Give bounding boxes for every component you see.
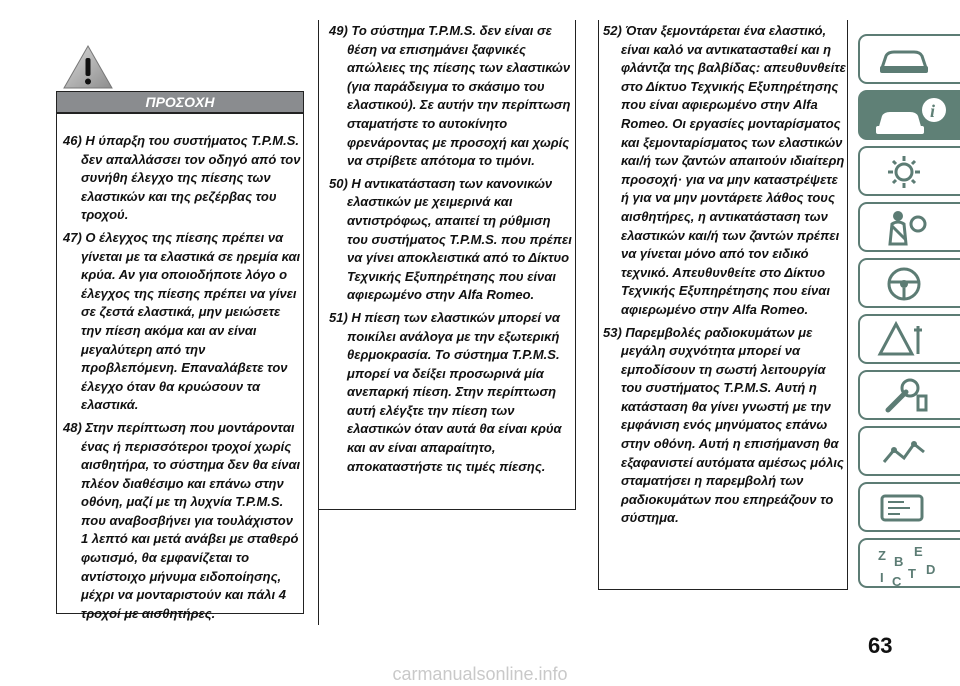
column-divider — [318, 510, 319, 625]
tab-alphabetical-index[interactable] — [858, 538, 960, 588]
warning-column-2 — [318, 20, 576, 510]
svg-text:i: i — [930, 101, 936, 121]
tab-car-info[interactable] — [858, 90, 960, 140]
tab-emergency[interactable] — [858, 314, 960, 364]
warning-item-52: 52) Όταν ξεμοντάρεται ένα ελαστικό, είναι καλό να αντικατασταθεί και η φλάντζα της βαλβίδας: απευθυνθείτε στο Δίκτυο Τεχνικής Εξυπηρέτησης που είναι αφιερωμένο στην Alfa Romeo. Οι εργασίες μονταρίσματος και ξεμονταρίσματος των ελαστικών και/ή των ζαντών απαιτούν ιδιαίτερη προσοχή· για να μην καταστρέψετε ή για να μην μοντάρετε λάθος τους αισθητήρες, η αντικατάσταση των ελαστικών και/ή των ζαντών πρέπει να γίνεται μόνο από τον ειδικό τεχνικό. Απευθυνθείτε στο Δίκτυο Τεχνικής Εξυπηρέτησης που είναι αφιερωμένο στην Alfa Romeo. — [603, 23, 846, 317]
svg-text:T: T — [908, 566, 916, 581]
warning-item-50: 50) Η αντικατάσταση των κανονικών ελαστικών με χειμερινά και αντιστρόφως, απαιτεί τη ρύθμιση του συστήματος T.P.M.S. που πρέπει να γίνει αποκλειστικά από το Δίκτυο Τεχνικής Εξυπηρέτησης που είναι αφιερωμένο στην Alfa Romeo. — [329, 175, 572, 303]
tab-seatbelt-airbag[interactable] — [858, 202, 960, 252]
tab-steering-wheel[interactable] — [858, 258, 960, 308]
car-icon — [874, 40, 934, 80]
chapter-tabs — [858, 0, 960, 640]
page-number: 63 — [868, 633, 893, 658]
wrench-service-icon — [874, 376, 934, 416]
warning-banner: ΠΡΟΣΟΧΗ — [56, 91, 304, 113]
warning-column-3 — [598, 20, 848, 590]
warning-item-48: 48) Στην περίπτωση που μοντάρονται ένας ή περισσότεροι τροχοί χωρίς αισθητήρα, το σύστημα δεν θα είναι πλέον διαθέσιμο και επάνω στην οθόνη, μαζί με τη λυχνία T.P.M.S. που αναβοσβήνει για τουλάχιστον 1 λεπτό και μετά ανάβει με σταθερό φωτισμό, θα εμφανίζεται το αντίστοιχο μήνυμα ειδοποίησης, μέχρι να μονταριστούν και πάλι 4 τροχοί με αισθητήρες. — [63, 419, 301, 621]
warning-item-49: 49) Το σύστημα T.P.M.S. δεν είναι σε θέση να επισημάνει ξαφνικές απώλειες της πίεσης των ελαστικών (για παράδειγμα το σκάσιμο του ελαστικού). Σε αυτήν την περίπτωση σταματήστε το αυτοκίνητο φρενάροντας με προσοχή και χωρίς να στρίβετε απότομα το τιμόνι. — [329, 23, 571, 169]
tab-warning-lights[interactable] — [858, 146, 960, 196]
car-info-icon — [874, 96, 948, 138]
tab-car[interactable] — [858, 34, 960, 84]
warning-item-51: 51) Η πίεση των ελαστικών μπορεί να ποικίλει ανάλογα με την εξωτερική θερμοκρασία. Το σύστημα T.P.M.S. μπορεί να δείξει προσωρινά μία ανεπαρκή πίεση. Στην περίπτωση αυτή ελέγξτε την πίεση των ελαστικών όταν αυτά θα είναι κρύα και αν είναι απαραίτητο, αποκαταστήστε τις τιμές πίεσης. — [329, 309, 562, 474]
svg-text:E: E — [914, 544, 923, 559]
warning-lights-icon — [874, 152, 934, 192]
svg-text:Z: Z — [878, 548, 886, 563]
svg-text:I: I — [880, 570, 884, 585]
alphabetical-index-icon — [874, 544, 944, 590]
warning-item-53: 53) Παρεμβολές ραδιοκυμάτων με μεγάλη συχνότητα μπορεί να εμποδίσουν τη σωστή λειτουργία του συστήματος T.P.M.S. Αυτή η κατάσταση θα γίνει γνωστή με την εμφάνιση ενός μηνύματος επάνω στην οθόνη. Αυτή η επισήμανση θα εξαφανιστεί αυτόματα αμέσως μόλις σταματήσει η παρεμβολή των ραδιοκυμάτων που επηρεάζουν το σύστημα. — [603, 324, 844, 526]
svg-text:B: B — [894, 554, 904, 569]
technical-data-icon — [874, 432, 934, 472]
seatbelt-airbag-icon — [874, 208, 934, 248]
warning-item-46: 46) Η ύπαρξη του συστήματος T.P.M.S. δεν απαλλάσσει τον οδηγό από τον συνήθη έλεγχο της πίεσης των ελαστικών και της ρεζέρβας του τροχού. — [63, 133, 301, 223]
warning-triangle-tools-icon — [874, 320, 934, 360]
tab-service[interactable] — [858, 370, 960, 420]
multimedia-icon — [874, 488, 934, 528]
tab-technical-data[interactable] — [858, 426, 960, 476]
tab-multimedia[interactable] — [858, 482, 960, 532]
svg-text:D: D — [926, 562, 936, 577]
warning-item-47: 47) Ο έλεγχος της πίεσης πρέπει να γίνεται με τα ελαστικά σε ηρεμία και κρύα. Αν για οποιοδήποτε λόγο ο έλεγχος της πίεσης πρέπει να γίνει σε ζεστά ελαστικά, μην μειώσετε την πίεση ακόμα και αν είναι μεγαλύτερη από την προβλεπόμενη. Επαναλάβετε τον έλεγχο όταν θα κρυώσουν τα ελαστικά. — [63, 229, 301, 413]
svg-text:C: C — [892, 574, 902, 589]
steering-wheel-icon — [874, 264, 934, 304]
watermark: carmanualsonline.info — [0, 662, 960, 686]
warning-triangle-icon — [62, 44, 114, 90]
warning-column-1 — [56, 113, 304, 621]
